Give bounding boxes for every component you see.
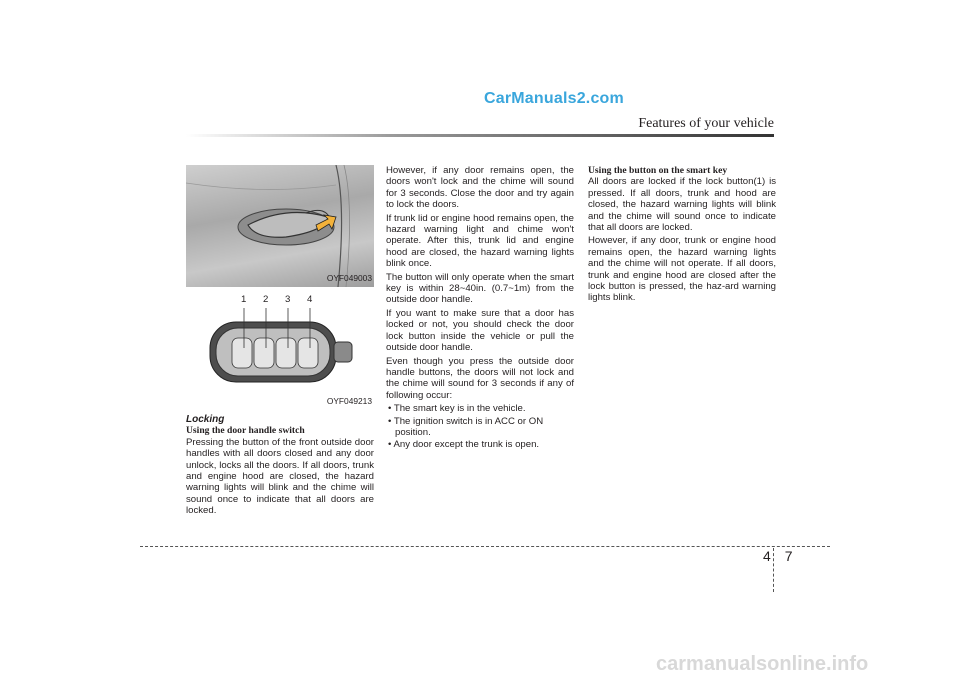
smart-key-figure	[186, 288, 374, 410]
chapter-number: 4	[763, 548, 771, 564]
door-handle-paragraph: Pressing the button of the front outside door handles with all doors closed and any door unlock, locks all the doors. If all doors, trunk and engine hood are closed, the hazard warning lights will blink and the chime will sound once to indicate that all doors are locked.	[186, 436, 374, 517]
list-item: • The ignition switch is in ACC or ON position.	[386, 416, 574, 439]
smart-key-illustration	[186, 288, 374, 410]
section-title: Features of your vehicle	[638, 116, 774, 131]
callout-2: 2	[263, 294, 269, 305]
paragraph: If you want to make sure that a door has locked or not, you should check the door lock button inside the vehicle or pull the outside door handle.	[386, 307, 574, 354]
callout-3: 3	[285, 294, 291, 305]
door-handle-figure	[186, 165, 374, 287]
paragraph: However, if any door remains open, the doors won't lock and the chime will sound for 3 seconds. Close the door and try again to lock the doors.	[386, 165, 574, 211]
column-3	[588, 165, 776, 306]
figure-code: OYF049003	[326, 272, 372, 283]
locking-heading: Locking	[186, 414, 225, 425]
watermark-logo[interactable]: CarManuals2.com	[484, 90, 624, 107]
smart-key-subheading: Using the button on the smart key	[588, 165, 728, 176]
paragraph: All doors are locked if the lock button(1) is pressed. If all doors, trunk and hood are closed, the hazard warning lights will blink and the chime will sound once to indicate that all doors are locked.	[588, 176, 776, 234]
paragraph: Even though you press the outside door handle buttons, the doors will not lock and the chime will sound for 3 seconds if any of following occur:	[386, 355, 574, 401]
condition-list	[386, 403, 574, 451]
paragraph: The button will only operate when the smart key is within 28~40in. (0.7~1m) from the outside door handle.	[386, 271, 574, 306]
page-number-value: 7	[784, 548, 793, 564]
header-rule	[186, 134, 774, 137]
page-divider	[773, 548, 775, 592]
paragraph: However, if any door, trunk or engine hood remains open, the hazard warning lights and the chime will not operate. If all doors, trunk and engine hood are closed after the lock button is pressed, the haz-ard warning lights blink.	[588, 235, 776, 304]
column-1	[186, 165, 374, 519]
figure-code: OYF049213	[326, 395, 372, 406]
footer-watermark[interactable]: carmanualsonline.info	[656, 653, 869, 675]
callout-1: 1	[241, 294, 247, 305]
list-item: • Any door except the trunk is open.	[386, 439, 574, 450]
list-item: • The smart key is in the vehicle.	[386, 403, 574, 414]
callout-4: 4	[307, 294, 313, 305]
column-2	[386, 165, 574, 452]
footer-rule	[140, 546, 830, 547]
door-handle-subheading: Using the door handle switch	[186, 425, 305, 437]
page-number	[763, 548, 792, 564]
door-handle-illustration	[186, 165, 374, 287]
paragraph: If trunk lid or engine hood remains open, the hazard warning light and chime won't operate. After this, trunk lid and engine hood are closed, the hazard warning lights blink once.	[386, 212, 574, 270]
